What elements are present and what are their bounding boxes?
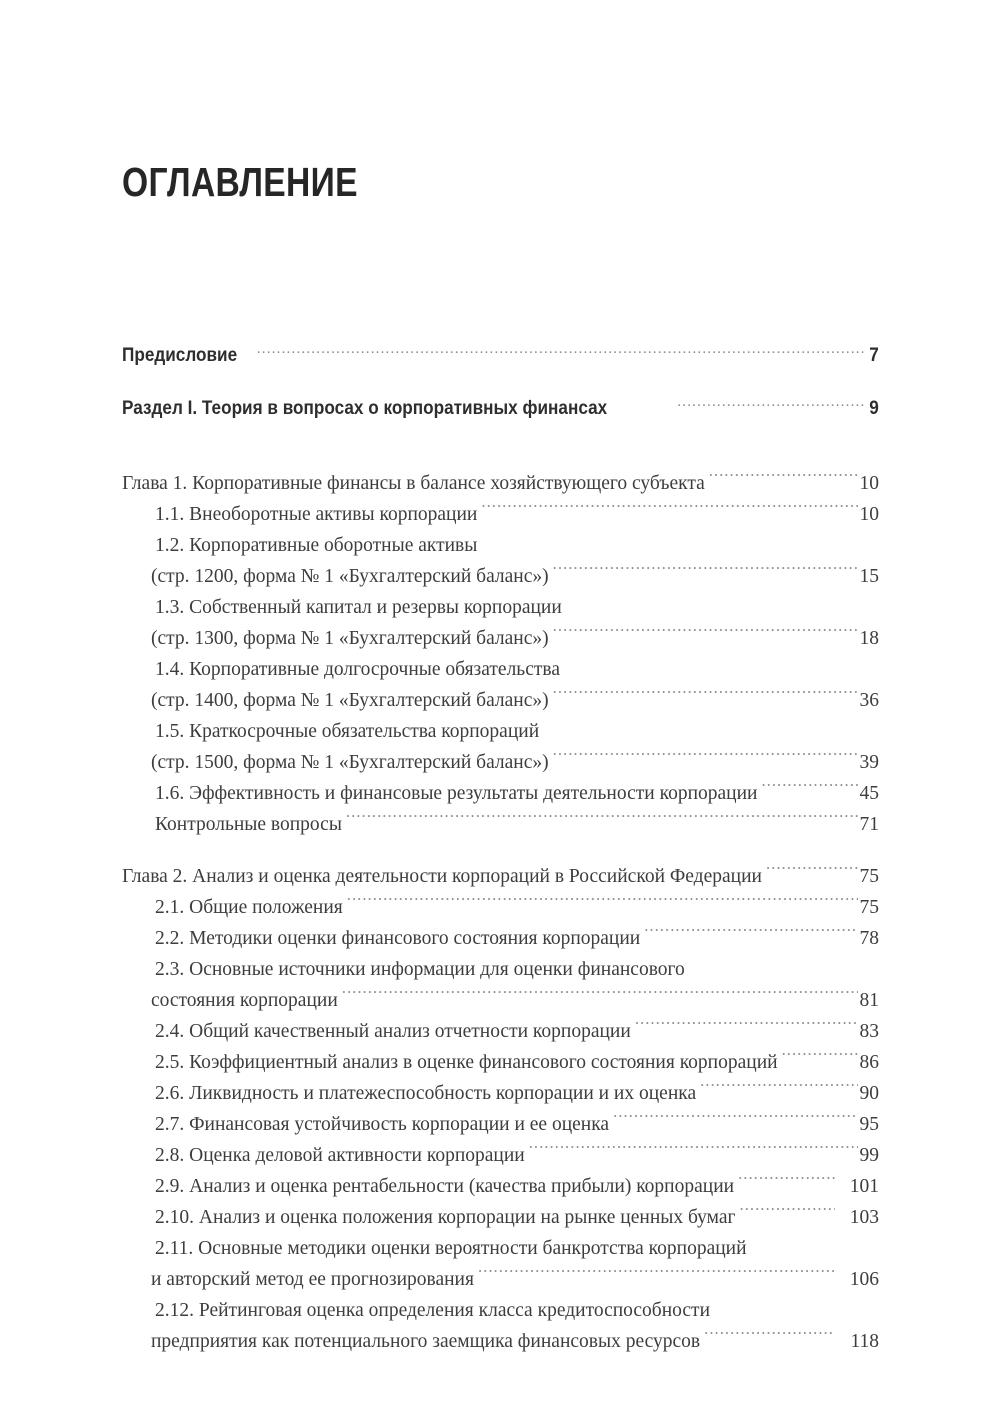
toc-entry-text: 2.1. Общие положения [155,897,343,918]
toc-entry-line [155,1016,879,1047]
toc-page-number: 45 [859,783,879,804]
toc-entry-text: и авторский метод ее прогнозирования [151,1269,474,1290]
toc-entry-text: 2.4. Общий качественный анализ отчетности корпорации [155,1021,631,1042]
toc-page-number: 18 [859,628,879,649]
dot-leader [553,563,858,583]
dot-leader [644,925,857,945]
toc-entry-text: 2.10. Анализ и оценка положения корпорации на рынке ценных бумаг [155,1207,736,1228]
dot-leader [553,749,858,769]
toc-entry[interactable] [122,344,879,367]
toc-entry-line [151,685,879,716]
toc-entry[interactable] [122,809,879,840]
toc-entry[interactable] [122,1233,879,1295]
dot-leader [738,1173,835,1193]
toc-entry[interactable] [122,1016,879,1047]
toc-entry-line-wrapped [155,954,879,985]
toc-entry-text: предприятия как потенциального заемщика финансовых ресурсов [151,1331,701,1352]
toc-entry[interactable] [122,1047,879,1078]
toc-entry-line [151,561,879,592]
toc-entry[interactable] [122,1078,879,1109]
toc-entry-text: 2.6. Ликвидность и платежеспособность корпорации и их оценка [155,1083,697,1104]
dot-leader [714,1297,835,1317]
toc-page-number: 10 [859,504,879,525]
page-title: ОГЛАВЛЕНИЕ [122,159,358,205]
toc-entry[interactable] [122,1140,879,1171]
section-spacer [122,840,879,862]
toc-entry[interactable] [122,862,879,892]
dot-leader [342,987,858,1007]
toc-entry-text: состояния корпорации [151,990,338,1011]
toc-page-number: 118 [850,1331,879,1352]
toc-entry-text: (стр. 1200, форма № 1 «Бухгалтерский баланс») [151,566,549,587]
dot-leader [347,894,858,914]
dot-leader [782,1049,858,1069]
toc-entry-line [151,1326,879,1357]
toc-entry-line-wrapped [155,654,879,685]
toc-entry-text: 1.3. Собственный капитал и резервы корпорации [155,597,562,618]
toc-entry-line [155,1140,879,1171]
toc-entry-line [155,809,879,840]
toc-entry-line [122,862,879,892]
toc-entry[interactable] [122,469,879,499]
toc-entry[interactable] [122,397,879,420]
dot-leader [481,501,857,521]
toc-page-number: 106 [849,1269,879,1290]
toc-page-number: 75 [859,897,879,918]
toc-entry[interactable] [122,499,879,530]
toc-entry-line [155,923,879,954]
toc-page-number: 15 [859,566,879,587]
toc-entry-line-wrapped [155,530,879,561]
toc-entry-line [151,623,879,654]
toc-page-number: 71 [859,814,879,835]
toc-entry-line [155,499,879,530]
toc-entry-text: Контрольные вопросы [155,814,342,835]
dot-leader [613,1111,857,1131]
toc-entry-text: 2.2. Методики оценки финансового состояния корпорации [155,928,641,949]
toc-page-number: 90 [859,1083,879,1104]
toc-page-number: 78 [859,928,879,949]
toc-page-number: 39 [859,752,879,773]
toc-entry[interactable] [122,530,879,592]
toc-entry-text: 1.4. Корпоративные долгосрочные обязательства [155,659,560,680]
dot-leader [553,687,858,707]
toc-entry[interactable] [122,592,879,654]
toc-page-number: 81 [859,990,879,1011]
toc-entry[interactable] [122,1295,879,1357]
toc-entry-text: 1.6. Эффективность и финансовые результаты деятельности корпорации [155,783,758,804]
toc-entry-text: (стр. 1300, форма № 1 «Бухгалтерский баланс») [151,628,549,649]
toc-entry-line-wrapped [155,716,879,747]
dot-leader [529,1142,858,1162]
toc-entry[interactable] [122,923,879,954]
toc-entry-text: 2.8. Оценка деловой активности корпорации [155,1145,525,1166]
toc-page-number: 101 [849,1176,879,1197]
toc-entry-line [155,892,879,923]
toc-page-number: 95 [859,1114,879,1135]
dot-leader [740,1204,835,1224]
dot-leader [564,656,858,676]
toc-entry-text: 2.11. Основные методики оценки вероятности банкротства корпораций [155,1238,747,1259]
toc-entry-text: 1.2. Корпоративные оборотные активы [155,535,478,556]
toc-page-number: 7 [869,344,879,366]
toc-page-number: 83 [859,1021,879,1042]
dot-leader [566,594,858,614]
toc-entry-line-wrapped [155,592,879,623]
toc-entry-line-wrapped [155,1295,879,1326]
dot-leader [553,625,858,645]
section-spacer [122,447,879,469]
toc-page-number: 103 [849,1207,879,1228]
toc-page-number: 10 [859,473,879,494]
toc-entry-text: 2.5. Коэффициентный анализ в оценке финансового состояния корпораций [155,1052,778,1073]
toc-entry-line [155,1109,879,1140]
toc-page-number: 99 [859,1145,879,1166]
toc-entry[interactable] [122,778,879,809]
dot-leader [257,345,866,361]
toc-entry-line [155,1171,879,1202]
toc-entry[interactable] [122,1109,879,1140]
toc-entry[interactable] [122,892,879,923]
toc-page-number: 36 [859,690,879,711]
dot-leader [635,1018,858,1038]
toc-entry-line [151,747,879,778]
dot-leader [766,863,858,883]
toc-entry[interactable] [122,654,879,716]
toc-entry-text: 1.1. Внеоборотные активы корпорации [155,504,478,525]
toc-entry[interactable] [122,1202,879,1233]
toc-entry-text: 1.5. Краткосрочные обязательства корпораций [155,721,540,742]
toc-entry-text: 2.3. Основные источники информации для оценки финансового [155,959,685,980]
dot-leader [478,1266,835,1286]
dot-leader [761,780,857,800]
toc-entry-text: Глава 1. Корпоративные финансы в балансе хозяйствующего субъекта [122,473,705,494]
toc-entry-list [122,344,879,1357]
toc-entry-line [155,1078,879,1109]
dot-leader [751,1235,835,1255]
toc-entry-text: 2.9. Анализ и оценка рентабельности (качества прибыли) корпорации [155,1176,735,1197]
toc-entry-line [122,344,879,367]
toc-entry-line [155,1047,879,1078]
dot-leader [689,956,858,976]
toc-entry-text: (стр. 1500, форма № 1 «Бухгалтерский баланс») [151,752,549,773]
toc-entry-line [122,469,879,499]
dot-leader [543,718,857,738]
toc-entry-line [155,778,879,809]
toc-page-number: 86 [859,1052,879,1073]
toc-entry-text: 2.7. Финансовая устойчивость корпорации и ее оценка [155,1114,610,1135]
toc-entry-text: Глава 2. Анализ и оценка деятельности корпораций в Российской Федерации [122,866,762,887]
toc-entry-line [151,1264,879,1295]
dot-leader [700,1080,857,1100]
toc-entry-text: Предисловие [122,344,238,366]
dot-leader [677,398,866,414]
dot-leader [481,532,857,552]
toc-page-number: 75 [859,866,879,887]
toc-page-number: 9 [869,397,879,419]
toc-entry[interactable] [122,954,879,1016]
toc-entry-text: Раздел I. Теория в вопросах о корпоративных финансах [122,397,608,419]
toc-entry-line-wrapped [155,1233,879,1264]
dot-leader [346,811,858,831]
toc-entry-line [151,985,879,1016]
dot-leader [704,1328,835,1348]
dot-leader [709,470,858,490]
toc-entry[interactable] [122,716,879,778]
toc-entry-line [122,397,879,420]
toc-entry-text: (стр. 1400, форма № 1 «Бухгалтерский баланс») [151,690,549,711]
toc-entry-text: 2.12. Рейтинговая оценка определения класса кредитоспособности [155,1300,711,1321]
toc-entry[interactable] [122,1171,879,1202]
toc-entry-line [155,1202,879,1233]
